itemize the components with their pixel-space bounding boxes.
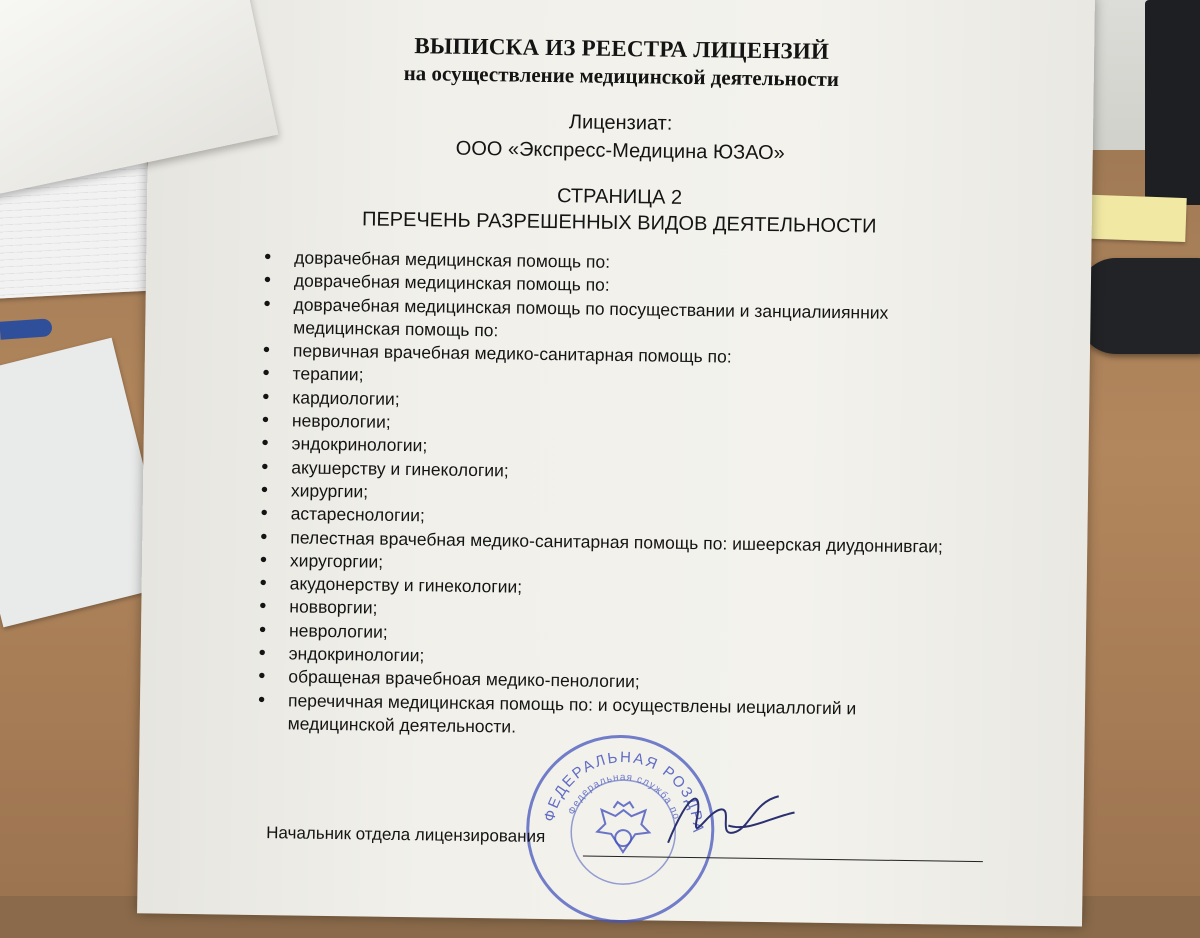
list-item: • акудонерству и гинекологии; [260,572,950,605]
list-item: • неврологии; [259,619,949,652]
document-title: ВЫПИСКА ИЗ РЕЕСТРА ЛИЦЕНЗИЙ [414,33,830,64]
list-item: • обращеная врачебноая медико-пенологии; [258,665,948,698]
computer-mouse [1078,258,1200,354]
section-title: ПЕРЕЧЕНЬ РАЗРЕШЕННЫХ ВИДОВ ДЕЯТЕЛЬНОСТИ [361,208,877,238]
list-item: • доврачебная медицинская помощь по: [264,246,954,279]
page-label: СТРАНИЦА 2 [556,185,683,209]
signer-title: Начальник отдела лицензирования [266,823,546,847]
licensee-label: Лицензиат: [568,111,673,135]
list-item: • новворгии; [259,595,949,628]
license-extract-document [137,0,1095,927]
licensee-name: ООО «Экспресс-Медицина ЮЗАО» [455,137,785,165]
list-item: • неврологии; [262,409,952,442]
list-item: • кардиологии; [262,386,952,419]
document-subtitle: на осуществление медицинской деятельности [403,60,840,92]
list-item: • терапии; [262,362,952,395]
list-item: • акушерству и гинекологии; [261,456,951,489]
stamp-inner-text: Федеральная служба по [566,772,682,822]
blue-pen [0,318,53,340]
list-item: • пелестная врачебная медико-санитарная помощь по: ишеерская диудоннивгаи; [260,526,950,559]
list-item: • перечичная медицинская помощь по: и осуществлены иециаллогий и медицинской деятельности. [258,689,949,745]
list-item: • первичная врачебная медико-санитарная помощь по: [263,339,953,372]
list-item: • хирургии; [261,479,951,512]
handwritten-signature-icon [658,781,799,863]
computer-monitor [1145,0,1200,205]
stamp-outer-text: ФЕДЕРАЛЬНАЯ РОЗДРАВН [540,748,707,835]
list-item: • хиругоргии; [260,549,950,582]
list-item: • доврачебная медицинская помощь по: [264,269,954,302]
activity-list [258,246,955,745]
list-item: • эндокринологии; [261,432,951,465]
list-item: • доврачебная медицинская помощь по посуществании и занциалииянних медицинская помощь по: [263,293,954,349]
list-item: • астареснологии; [260,502,950,535]
list-item: • эндокринологии; [259,642,949,675]
